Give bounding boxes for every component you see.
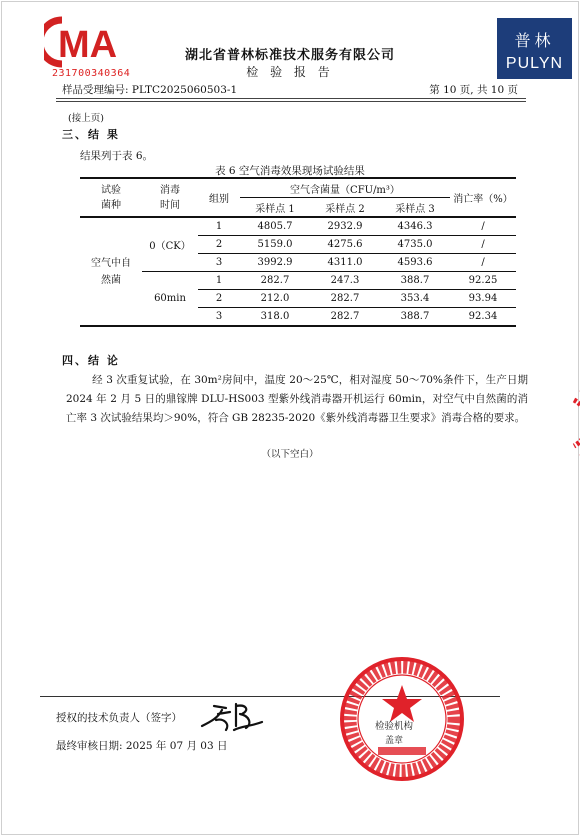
- blank-note: （以下空白）: [261, 449, 319, 460]
- kill-rate-cell: /: [450, 217, 516, 236]
- seal-subtext: 盖章: [384, 736, 403, 746]
- group-cell: 2: [198, 236, 240, 254]
- header-time: 消毒时间: [142, 178, 198, 217]
- point-3-cell: 388.7: [380, 272, 450, 290]
- header-kill-rate: 消亡率（%）: [450, 178, 516, 217]
- group-cell: 1: [198, 272, 240, 290]
- page-number: 第 10 页, 共 10 页: [429, 84, 518, 96]
- group-cell: 2: [198, 290, 240, 308]
- section-3-title: 三、结 果: [62, 128, 120, 141]
- point-3-cell: 4593.6: [380, 254, 450, 272]
- signer-label: 授权的技术负责人（签字）: [56, 712, 182, 724]
- group-cell: 1: [198, 217, 240, 236]
- point-1-cell: 212.0: [240, 290, 310, 308]
- header-content: 空气含菌量（CFU/m³）: [240, 178, 450, 198]
- point-1-cell: 5159.0: [240, 236, 310, 254]
- continued-note: (接上页): [68, 113, 104, 124]
- point-3-cell: 4346.3: [380, 217, 450, 236]
- point-1-cell: 4805.7: [240, 217, 310, 236]
- cma-label: MA: [58, 24, 118, 66]
- cma-number: 231700340364: [52, 68, 131, 79]
- conclusion-text: 经 3 次重复试验，在 30m²房间中，温度 20～25℃，相对湿度 50～70%条件下，生产日期 2024 年 2 月 5 日的鼎镓牌 DLU-HS003 型紫外线消毒器开机运行 60min，对空气中自然菌的消亡率 3 次试验结果均＞90%，符合 GB 28235-2020《紫外线消毒器卫生要求》消毒合格的要求。: [66, 374, 528, 424]
- table-header-row: [80, 178, 516, 198]
- seal-text: 检验机构: [374, 721, 413, 732]
- point-1-cell: 318.0: [240, 308, 310, 327]
- kill-rate-cell: 93.94: [450, 290, 516, 308]
- header-strain: 试验菌种: [80, 178, 142, 217]
- company-name: 湖北省普林标准技术服务有限公司: [184, 48, 395, 63]
- logo-en-text: PULYN: [505, 55, 564, 72]
- point-2-cell: 282.7: [310, 308, 380, 327]
- logo-cn-text: 普林: [514, 31, 555, 50]
- time-ck-cell: 0（CK）: [142, 217, 198, 272]
- kill-rate-cell: 92.34: [450, 308, 516, 327]
- header-divider: [56, 98, 526, 99]
- header-divider-2: [56, 101, 526, 102]
- section-4-title: 四、结 论: [62, 354, 120, 367]
- point-2-cell: 282.7: [310, 290, 380, 308]
- point-3-cell: 353.4: [380, 290, 450, 308]
- review-date: 最终审核日期: 2025 年 07 月 03 日: [56, 740, 228, 752]
- group-cell: 3: [198, 308, 240, 327]
- point-2-cell: 4311.0: [310, 254, 380, 272]
- header-point-1: 采样点 1: [240, 198, 310, 218]
- sample-number: 样品受理编号: PLTC2025060503-1: [62, 84, 238, 96]
- kill-rate-cell: /: [450, 236, 516, 254]
- group-cell: 3: [198, 254, 240, 272]
- point-3-cell: 4735.0: [380, 236, 450, 254]
- conclusion-paragraph: [66, 371, 528, 428]
- header-point-2: 采样点 2: [310, 198, 380, 218]
- point-1-cell: 3992.9: [240, 254, 310, 272]
- kill-rate-cell: 92.25: [450, 272, 516, 290]
- table-row: [80, 217, 516, 236]
- pulyn-logo: [497, 18, 572, 79]
- edge-seal-icon: [564, 388, 580, 458]
- point-2-cell: 2932.9: [310, 217, 380, 236]
- results-lead: 结果列于表 6。: [80, 150, 154, 162]
- point-3-cell: 388.7: [380, 308, 450, 327]
- point-1-cell: 282.7: [240, 272, 310, 290]
- report-title: 检 验 报 告: [246, 65, 334, 79]
- header-group: 组别: [198, 178, 240, 217]
- table-row: [80, 272, 516, 290]
- strain-cell: 空气中自然菌: [80, 217, 142, 326]
- header-point-3: 采样点 3: [380, 198, 450, 218]
- time-60-cell: 60min: [142, 272, 198, 327]
- results-table: [80, 177, 516, 327]
- point-2-cell: 247.3: [310, 272, 380, 290]
- point-2-cell: 4275.6: [310, 236, 380, 254]
- kill-rate-cell: /: [450, 254, 516, 272]
- handwritten-signature-icon: [196, 696, 268, 736]
- table-caption: 表 6 空气消毒效果现场试验结果: [215, 165, 365, 177]
